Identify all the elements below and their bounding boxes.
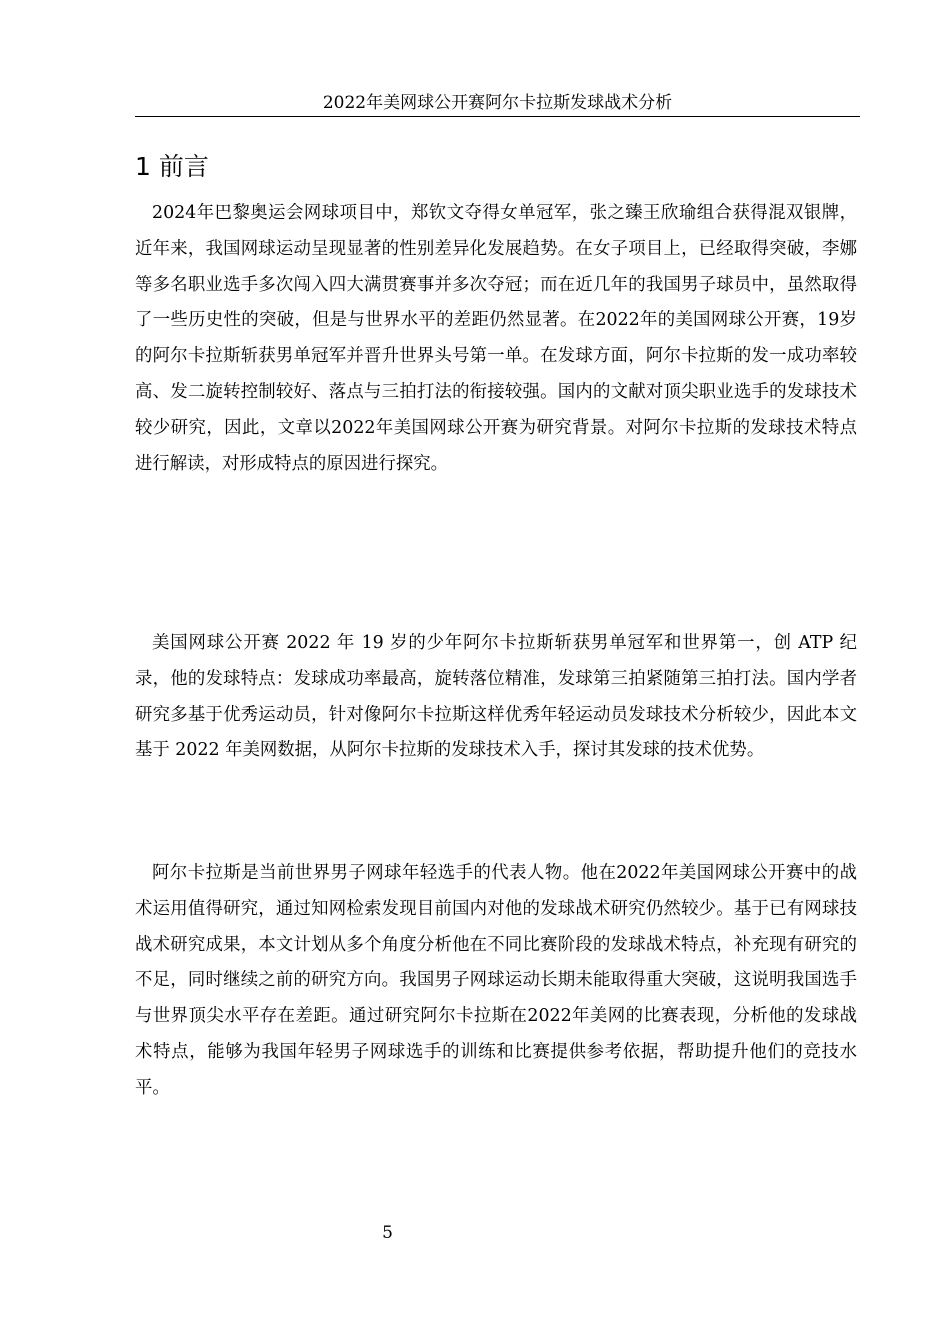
body-paragraph: 阿尔卡拉斯是当前世界男子网球年轻选手的代表人物。他在2022年美国网球公开赛中的战术运用值得研究，通过知网检索发现目前国内对他的发球战术研究仍然较少。基于已有网球技战术研究成果，本文计划从多个角度分析他在不同比赛阶段的发球战术特点，补充现有研究的不足，同时继续之前的研究方向。我国男子网球运动长期未能取得重大突破，这说明我国选手与世界顶尖水平存在差距。通过研究阿尔卡拉斯在2022年美网的比赛表现，分析他的发球战术特点，能够为我国年轻男子网球选手的训练和比赛提供参考依据，帮助提升他们的竞技水平。 — [135, 863, 857, 1098]
body-paragraph: 2024年巴黎奥运会网球项目中，郑钦文夺得女单冠军，张之臻王欣瑜组合获得混双银牌，近年来，我国网球运动呈现显著的性别差异化发展趋势。在女子项目上，已经取得突破，李娜等多名职业选手多次闯入四大满贯赛事并多次夺冠；而在近几年的我国男子球员中，虽然取得了一些历史性的突破，但是与世界水平的差距仍然显著。在2022年的美国网球公开赛，19岁的阿尔卡拉斯斩获男单冠军并晋升世界头号第一单。在发球方面，阿尔卡拉斯的发一成功率较高、发二旋转控制较好、落点与三拍打法的衔接较强。国内的文献对顶尖职业选手的发球技术较少研究，因此，文章以2022年美国网球公开赛为研究背景。对阿尔卡拉斯的发球技术特点进行解读，对形成特点的原因进行探究。 — [135, 203, 857, 474]
body-paragraph: 美国网球公开赛 2022 年 19 岁的少年阿尔卡拉斯斩获男单冠军和世界第一，创 ATP 纪录，他的发球特点：发球成功率最高，旋转落位精准，发球第三拍紧随第三拍打法。国内学者研究多基于优秀运动员，针对像阿尔卡拉斯这样优秀年轻运动员发球技术分析较少，因此本文基于 2022 年美网数据，从阿尔卡拉斯的发球技术入手，探讨其发球的技术优势。 — [135, 633, 857, 761]
section-title: 1 前言 — [135, 152, 209, 181]
running-header: 2022年美网球公开赛阿尔卡拉斯发球战术分析 — [135, 92, 860, 117]
page-number: 5 — [382, 1223, 393, 1243]
